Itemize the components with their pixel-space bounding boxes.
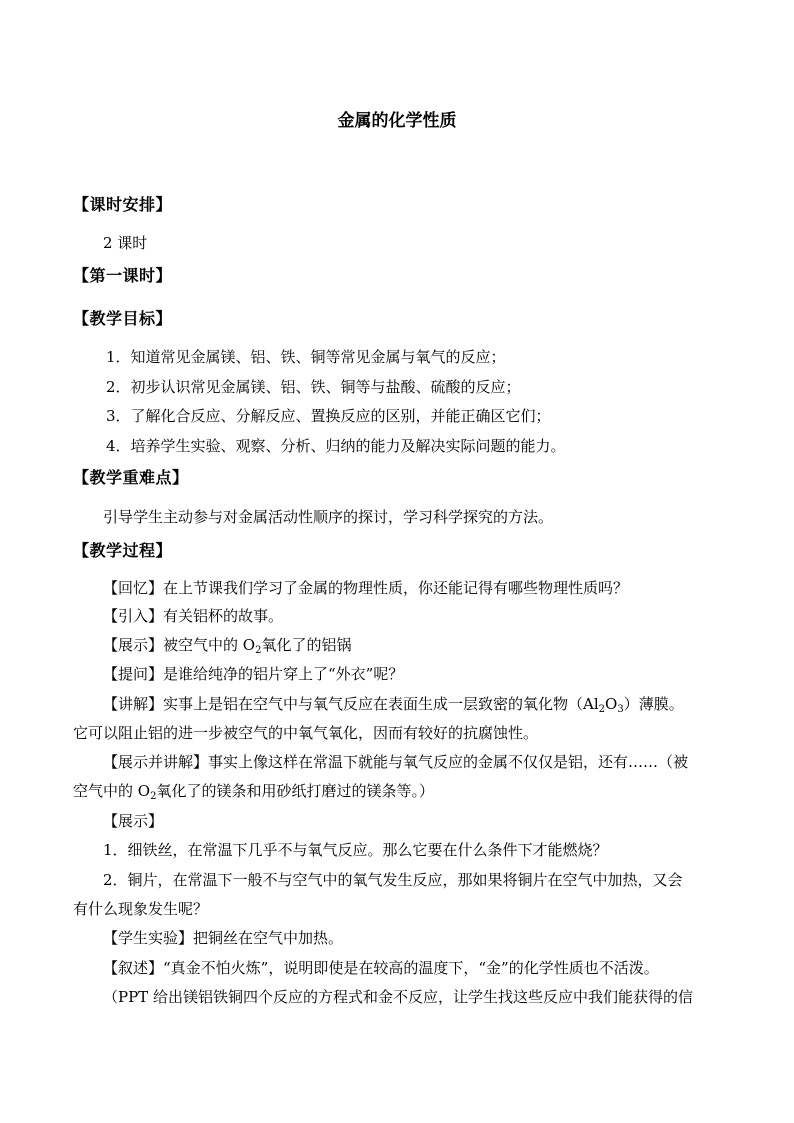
ask-text: 是谁给纯净的铝片穿上了“外衣”呢？ xyxy=(163,665,404,683)
show-explain-label: 【展示并讲解】 xyxy=(103,753,209,771)
show2-item2-line2: 有什么现象发生呢？ xyxy=(73,900,209,918)
show-explain-line2-text: 空气中的 O xyxy=(73,782,151,800)
show2-label xyxy=(103,811,163,831)
recall-paragraph xyxy=(103,578,628,598)
explain-label: 【讲解】 xyxy=(103,695,164,713)
show-explain-line2 xyxy=(73,781,434,801)
ask-label: 【提问】 xyxy=(103,665,164,683)
show2-label-text: 【展示】 xyxy=(103,812,164,830)
key-points-heading: 【教学重难点】 xyxy=(73,468,189,487)
schedule-value: 2 课时 xyxy=(103,234,148,252)
goals-heading: 【教学目标】 xyxy=(73,309,173,328)
subscript: 2 xyxy=(255,645,262,656)
ask-paragraph xyxy=(103,664,403,684)
narrate-paragraph xyxy=(103,958,659,978)
experiment-label: 【学生实验】 xyxy=(103,929,194,947)
show1-text-end: 氧化了的铝锅 xyxy=(261,636,352,654)
show-explain-text: 事实上像这样在常温下就能与氧气反应的金属不仅仅是铝，还有……（被 xyxy=(208,753,689,771)
intro-paragraph xyxy=(103,606,283,626)
experiment-paragraph xyxy=(103,928,343,948)
schedule-heading: 【课时安排】 xyxy=(73,195,173,214)
recall-text: 在上节课我们学习了金属的物理性质，你还能记得有哪些物理性质吗？ xyxy=(163,579,629,597)
explain-paragraph xyxy=(103,694,684,714)
subscript: 2 xyxy=(598,704,606,715)
intro-text: 有关铝杯的故事。 xyxy=(163,607,284,625)
show2-item2: 2．铜片，在常温下一般不与空气中的氧气发生反应，那如果将铜片在空气中加热，又会 xyxy=(103,871,683,889)
narrate-text: “真金不怕火炼”，说明即使是在较高的温度下，“金”的化学性质也不活泼。 xyxy=(163,959,659,977)
show1-paragraph xyxy=(103,635,351,655)
intro-label: 【引入】 xyxy=(103,607,164,625)
goal-item: 1．知道常见金属镁、铝、铁、铜等常见金属与氧气的反应； xyxy=(106,348,506,366)
explain-text: 实事上是铝在空气中与氧气反应在表面生成一层致密的氧化物（Al xyxy=(163,695,599,713)
recall-label: 【回忆】 xyxy=(103,579,164,597)
goal-item: 3．了解化合反应、分解反应、置换反应的区别，并能正确区它们； xyxy=(106,407,551,425)
ppt-note: （PPT 给出镁铝铁铜四个反应的方程式和金不反应，让学生找这些反应中我们能获得的信 xyxy=(103,988,693,1006)
show1-text: 被空气中的 O xyxy=(163,636,256,654)
subscript: 2 xyxy=(150,791,157,802)
document-title: 金属的化学性质 xyxy=(337,111,457,131)
narrate-label: 【叙述】 xyxy=(103,959,164,977)
explain-text-end: ）薄膜。 xyxy=(623,695,684,713)
process-heading: 【教学过程】 xyxy=(73,541,173,560)
key-points-text: 引导学生主动参与对金属活动性顺序的探讨，学习科学探究的方法。 xyxy=(103,508,554,526)
goal-item: 2．初步认识常见金属镁、铝、铁、铜等与盐酸、硫酸的反应； xyxy=(106,378,521,396)
experiment-text: 把铜丝在空气中加热。 xyxy=(193,929,344,947)
first-lesson-heading: 【第一课时】 xyxy=(73,266,173,285)
subscript: 3 xyxy=(617,704,624,715)
goal-item: 4．培养学生实验、观察、分析、归纳的能力及解决实际问题的能力。 xyxy=(106,437,566,455)
explain-text-mid: O xyxy=(605,695,618,713)
show2-item1: 1．细铁丝，在常温下几乎不与氧气反应。那么它要在什么条件下才能燃烧？ xyxy=(103,841,608,859)
explain-line2: 它可以阻止铝的进一步被空气的中氧气氧化，因而有较好的抗腐蚀性。 xyxy=(73,724,539,742)
show-explain-paragraph xyxy=(103,752,688,772)
show-explain-line2-end: 氧化了的镁条和用砂纸打磨过的镁条等。） xyxy=(156,782,434,800)
show1-label: 【展示】 xyxy=(103,636,164,654)
